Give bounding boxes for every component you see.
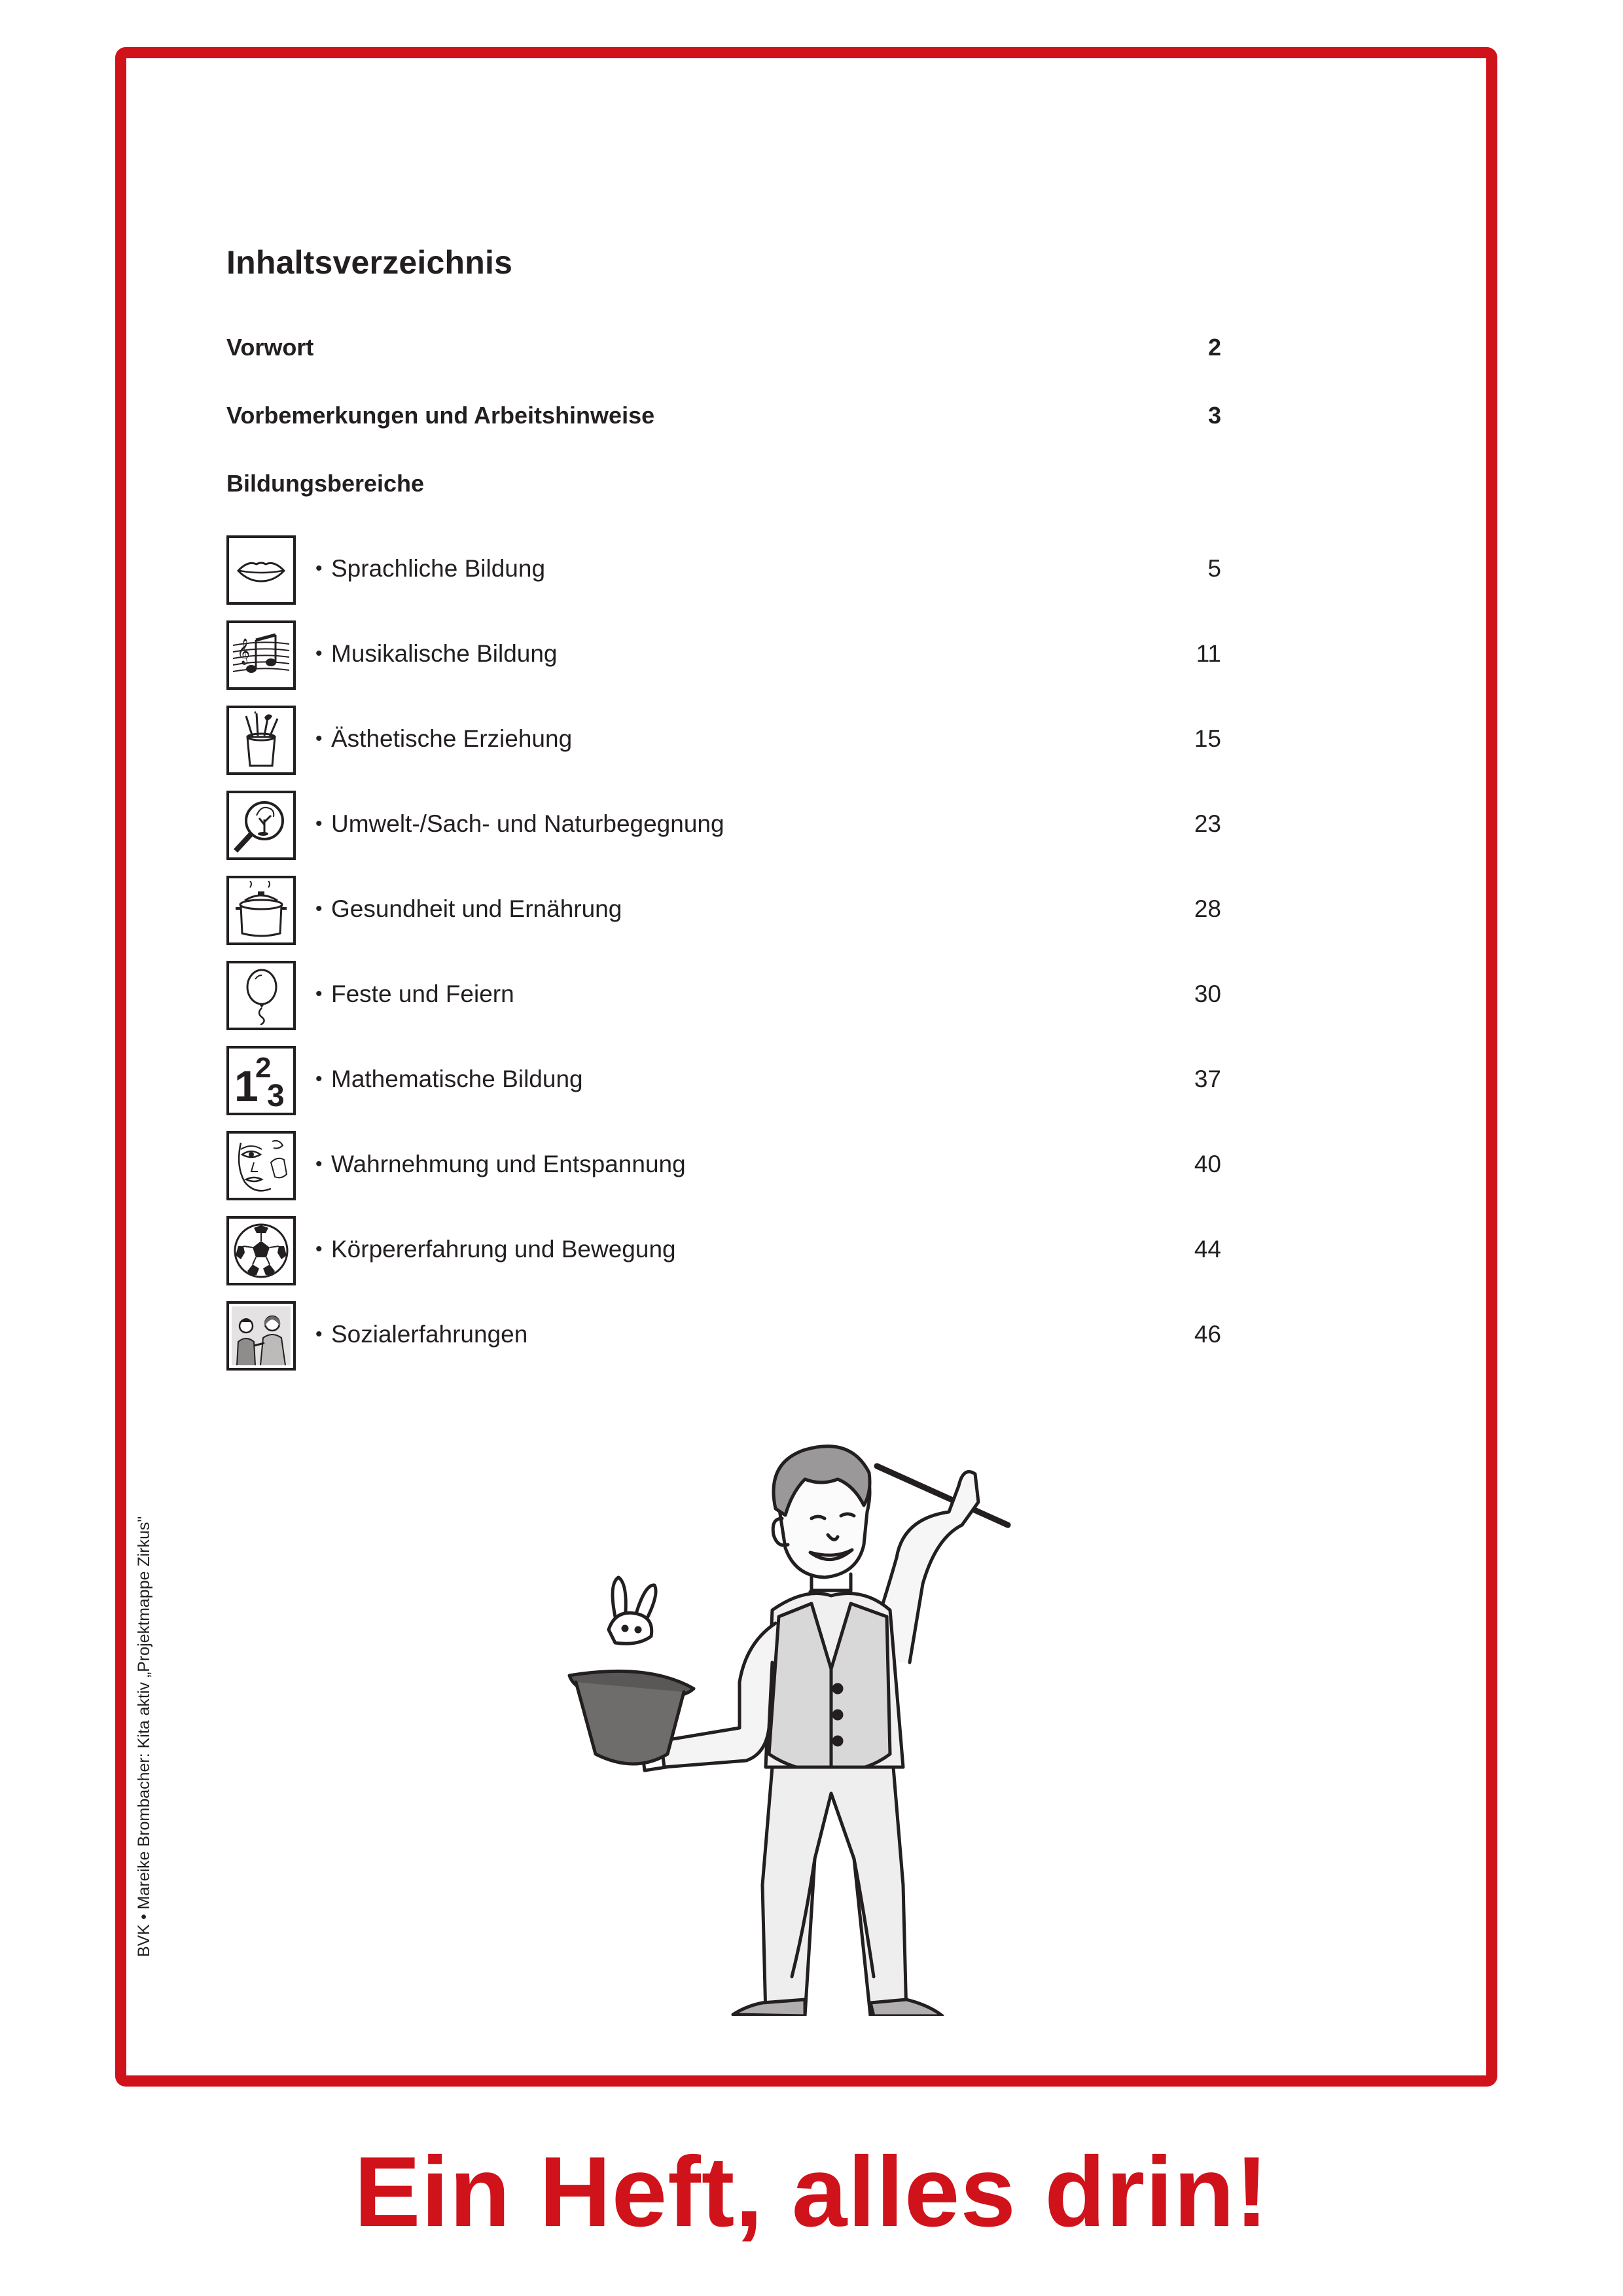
toc-entry-sozialerfahrungen[interactable]: [226, 1301, 1221, 1371]
toc-entry-page: 46: [1194, 1321, 1221, 1348]
bullet: •: [315, 1153, 323, 1175]
numbers-123-icon: [226, 1046, 296, 1115]
toc-section-label: Vorbemerkungen und Arbeitshinweise: [226, 402, 655, 429]
bullet: •: [315, 983, 323, 1005]
toc-entry-label: Sozialerfahrungen: [331, 1321, 528, 1348]
toc-entry-page: 28: [1194, 895, 1221, 922]
toc-entry-label: Ästhetische Erziehung: [331, 725, 573, 752]
toc-section-label: Bildungsbereiche: [226, 470, 425, 497]
toc-title: Inhaltsverzeichnis: [226, 244, 513, 281]
toc-section-page: 2: [1207, 334, 1221, 361]
toc-section-label: Vorwort: [226, 334, 314, 361]
toc-entry-koerpererfahrung-bewegung[interactable]: [226, 1216, 1221, 1285]
toc-entry-page: 5: [1207, 555, 1221, 582]
toc-entry-label: Gesundheit und Ernährung: [331, 895, 622, 922]
lips-icon: [226, 535, 296, 605]
bullet: •: [315, 558, 323, 579]
toc-entry-page: 44: [1194, 1236, 1221, 1263]
pencil-cup-icon: [226, 706, 296, 775]
toc-section-vorbemerkungen[interactable]: [226, 402, 1221, 435]
toc-section-bildungsbereiche: [226, 470, 1221, 503]
toc-section-vorwort[interactable]: [226, 334, 1221, 367]
bullet: •: [315, 898, 323, 920]
toc-section-page: 3: [1207, 402, 1221, 429]
magician-illustration: [497, 1388, 1099, 2016]
toc-entry-umwelt-sach-naturbegegnung[interactable]: [226, 791, 1221, 860]
toc-entry-page: 40: [1194, 1151, 1221, 1177]
music-notes-icon: [226, 620, 296, 690]
toc-entry-label: Wahrnehmung und Entspannung: [331, 1151, 686, 1177]
digit-two: 2: [255, 1052, 272, 1084]
bullet: •: [315, 1323, 323, 1345]
magnifier-tree-icon: [226, 791, 296, 860]
face-senses-icon: [226, 1131, 296, 1200]
digit-three: 3: [267, 1079, 285, 1110]
svg-text:𝄞: 𝄞: [237, 638, 251, 664]
toc-entry-feste-feiern[interactable]: [226, 961, 1221, 1030]
bullet: •: [315, 643, 323, 664]
soccer-ball-icon: [226, 1216, 296, 1285]
toc-entry-wahrnehmung-entspannung[interactable]: [226, 1131, 1221, 1200]
toc-entry-page: 37: [1194, 1066, 1221, 1092]
bullet: •: [315, 1068, 323, 1090]
toc-entry-musikalische-bildung[interactable]: [226, 620, 1221, 690]
digit-one: 1: [234, 1062, 259, 1110]
bullet: •: [315, 1238, 323, 1260]
balloon-icon: [226, 961, 296, 1030]
children-group-icon: [226, 1301, 296, 1371]
toc-entry-page: 15: [1194, 725, 1221, 752]
toc-entry-label: Mathematische Bildung: [331, 1066, 583, 1092]
toc-entry-label: Umwelt-/Sach- und Naturbegegnung: [331, 810, 724, 837]
toc-entry-aesthetische-erziehung[interactable]: [226, 706, 1221, 775]
toc-entry-label: Musikalische Bildung: [331, 640, 558, 667]
side-credit: BVK • Mareike Brombacher: Kita aktiv „Projektmappe Zirkus": [135, 1516, 153, 1957]
toc-entry-page: 30: [1194, 980, 1221, 1007]
toc-entry-page: 11: [1196, 640, 1221, 667]
toc-entry-label: Feste und Feiern: [331, 980, 514, 1007]
toc-entry-sprachliche-bildung[interactable]: [226, 535, 1221, 605]
toc-entry-label: Körpererfahrung und Bewegung: [331, 1236, 676, 1263]
bullet: •: [315, 728, 323, 749]
tagline: Ein Heft, alles drin!: [354, 2136, 1269, 2248]
toc-entry-label: Sprachliche Bildung: [331, 555, 546, 582]
toc-entry-page: 23: [1194, 810, 1221, 837]
cooking-pot-icon: [226, 876, 296, 945]
bullet: •: [315, 813, 323, 834]
toc-entry-mathematische-bildung[interactable]: [226, 1046, 1221, 1115]
toc-entry-gesundheit-ernaehrung[interactable]: [226, 876, 1221, 945]
